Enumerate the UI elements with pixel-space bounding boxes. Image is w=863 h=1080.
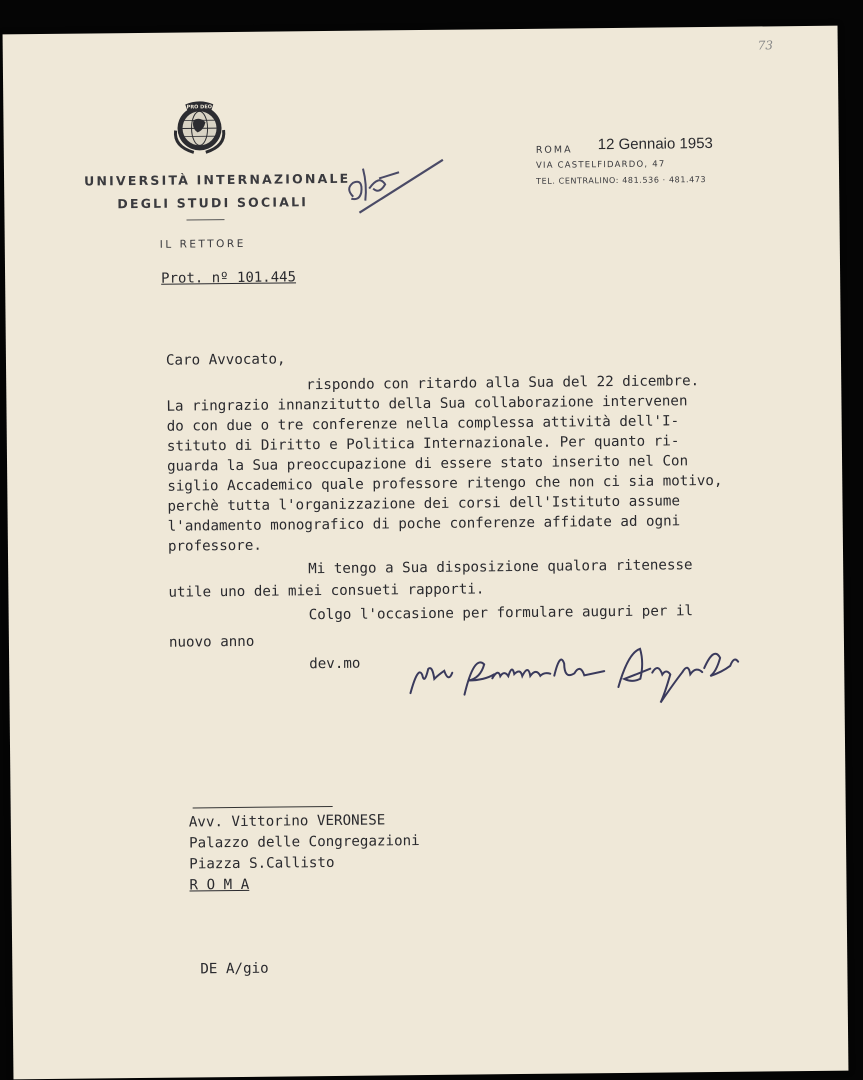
body-line: nuovo anno bbox=[168, 633, 255, 651]
emblem-motto: PRO DEO bbox=[186, 104, 213, 111]
reference-initials: DE A/gio bbox=[200, 960, 269, 978]
recipient-divider bbox=[193, 806, 333, 808]
recipient-address-line: Palazzo delle Congregazioni bbox=[188, 833, 420, 852]
sender-telephone: TEL. CENTRALINO: 481.536 · 481.473 bbox=[536, 175, 707, 186]
body-line: stituto di Diritto e Politica Internazionale. Per quanto ri- bbox=[166, 433, 680, 455]
body-line: La ringrazio innanzitutto della Sua collaborazione intervenen bbox=[166, 393, 688, 415]
university-name-line1: UNIVERSITÀ INTERNAZIONALE bbox=[84, 170, 351, 189]
body-line: utile uno dei miei consueti rapporti. bbox=[168, 581, 485, 601]
recipient-address-line: Piazza S.Callisto bbox=[189, 854, 335, 873]
recipient-name: Avv. Vittorino VERONESE bbox=[188, 812, 386, 831]
body-line: l'andamento monografico di poche conferenze affidate ad ogni bbox=[167, 513, 681, 535]
body-line: guarda la Sua preoccupazione di essere stato inserito nel Con bbox=[167, 453, 689, 475]
body-line: professore. bbox=[167, 537, 262, 555]
body-line: Mi tengo a Sua disposizione qualora ritenesse bbox=[308, 557, 693, 578]
handwritten-signature bbox=[404, 632, 750, 711]
letterhead-divider bbox=[186, 219, 224, 220]
page-number: 73 bbox=[757, 38, 774, 53]
university-name-line2: DEGLI STUDI SOCIALI bbox=[117, 194, 309, 212]
letter-date: 12 Gennaio 1953 bbox=[597, 134, 713, 154]
body-line: perchè tutta l'organizzazione dei corsi dell'Istituto assume bbox=[167, 493, 681, 515]
body-line: siglio Accademico quale professore ritengo che non ci sia motivo, bbox=[167, 472, 723, 495]
salutation: Caro Avvocato, bbox=[165, 351, 286, 369]
letter-page bbox=[3, 26, 849, 1080]
body-line: rispondo con ritardo alla Sua del 22 dicembre. bbox=[306, 373, 700, 394]
handwritten-initials-mark bbox=[339, 148, 450, 229]
sender-address: VIA CASTELFIDARDO, 47 bbox=[535, 159, 666, 171]
protocol-number: Prot. nº 101.445 bbox=[161, 269, 297, 287]
recipient-city: R O M A bbox=[189, 876, 250, 894]
city-label: ROMA bbox=[535, 144, 573, 156]
office-title: IL RETTORE bbox=[159, 237, 246, 251]
closing: dev.mo bbox=[309, 655, 361, 673]
body-line: Colgo l'occasione per formulare auguri per il bbox=[308, 603, 694, 624]
university-emblem-icon bbox=[163, 90, 236, 163]
body-line: do con due o tre conferenze nella complessa attività dell'I- bbox=[166, 413, 680, 435]
